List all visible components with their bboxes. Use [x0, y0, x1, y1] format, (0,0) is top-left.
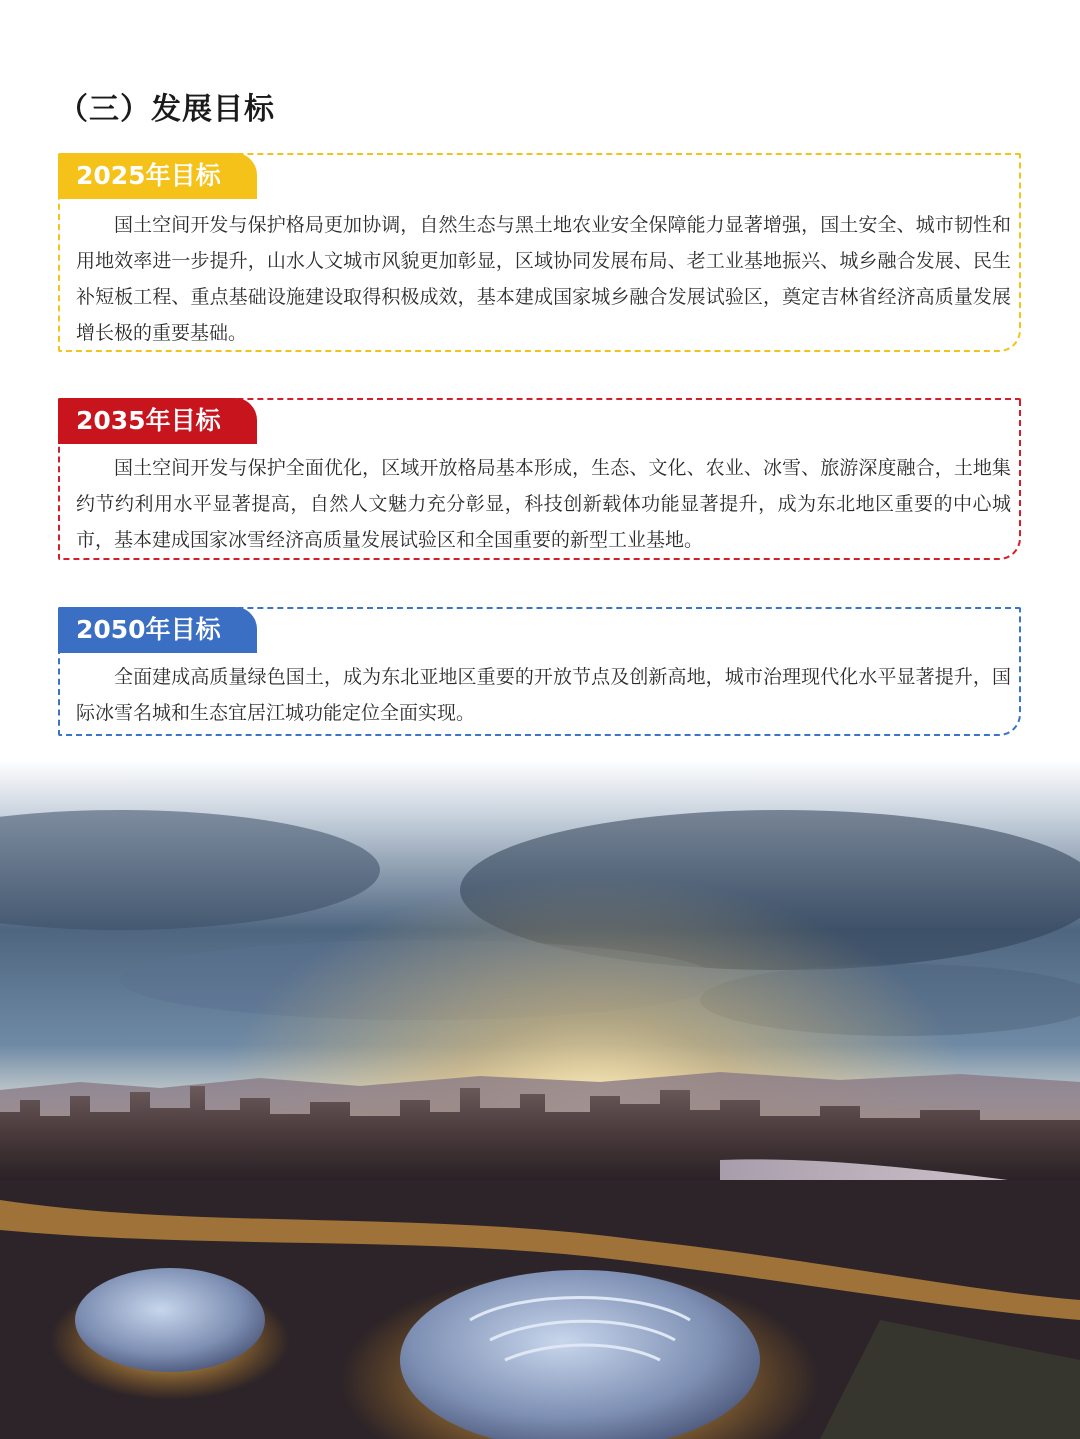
goal-box-2025	[58, 153, 1021, 352]
goal-text-2035: 国土空间开发与保护全面优化，区域开放格局基本形成，生态、文化、农业、冰雪、旅游深度融合，土地集约节约利用水平显著提高，自然人文魅力充分彰显，科技创新载体功能显著提升，成为东北地区重要的中心城市，基本建成国家冰雪经济高质量发展试验区和全国重要的新型工业基地。	[76, 457, 1011, 551]
section-heading: （三）发展目标	[58, 92, 275, 127]
city-skyline-photo	[0, 760, 1080, 1439]
goal-box-2035	[58, 398, 1021, 560]
goal-box-2050	[58, 607, 1021, 736]
goal-tab-2035: 2035年目标	[58, 398, 257, 444]
goal-tab-2050: 2050年目标	[58, 607, 257, 653]
goal-text-2050: 全面建成高质量绿色国土，成为东北亚地区重要的开放节点及创新高地，城市治理现代化水平显著提升，国际冰雪名城和生态宜居江城功能定位全面实现。	[76, 666, 1011, 724]
goal-tab-2025: 2025年目标	[58, 153, 257, 199]
goal-text-2025: 国土空间开发与保护格局更加协调，自然生态与黑土地农业安全保障能力显著增强，国土安全、城市韧性和用地效率进一步提升，山水人文城市风貌更加彰显，区域协同发展布局、老工业基地振兴、城乡融合发展、民生补短板工程、重点基础设施建设取得积极成效，基本建成国家城乡融合发展试验区，奠定吉林省经济高质量发展增长极的重要基础。	[76, 214, 1011, 344]
